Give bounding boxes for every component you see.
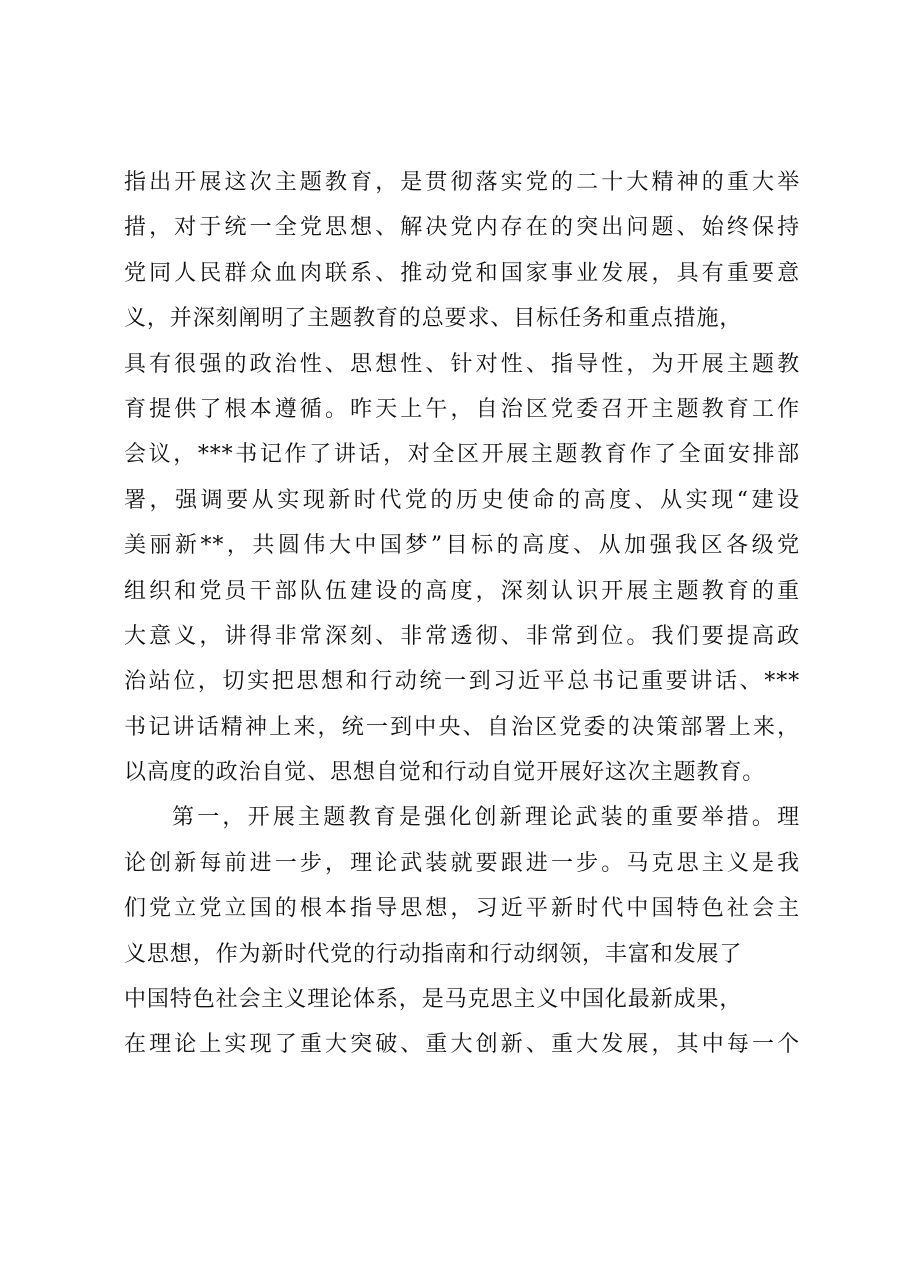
text-line: 论创新每前进一步，理论武装就要跟进一步。马克思主义是我 [124, 850, 800, 876]
paragraph-1 [124, 160, 800, 795]
text-line: 指出开展这次主题教育，是贯彻落实党的二十大精神的重大举 [124, 170, 800, 195]
text-line: 书记讲话精神上来，统一到中央、自治区党委的决策部署上来， [124, 714, 800, 740]
text-line: 中国特色社会主义理论体系，是马克思主义中国化最新成果， [124, 987, 743, 1013]
text-line: 义，并深刻阐明了主题教育的总要求、目标任务和重点措施， [124, 306, 743, 332]
text-line: 在理论上实现了重大突破、重大创新、重大发展，其中每一个 [124, 1032, 800, 1058]
text-line: 具有很强的政治性、思想性、针对性、指导性，为开展主题教 [124, 351, 800, 377]
text-line: 会议，***书记作了讲话，对全区开展主题教育作了全面安排部 [124, 442, 800, 468]
text-line: 党同人民群众血肉联系、推动党和国家事业发展，具有重要意 [124, 260, 800, 286]
text-line: 治站位，切实把思想和行动统一到习近平总书记重要讲话、*** [124, 669, 800, 695]
text-line: 第一，开展主题教育是强化创新理论武装的重要举措。理 [172, 805, 800, 831]
text-line: 署，强调要从实现新时代党的历史使命的高度、从实现“建设 [124, 487, 800, 513]
paragraph-2 [124, 795, 800, 1067]
text-line: 义思想，作为新时代党的行动指南和行动纲领，丰富和发展了 [124, 941, 743, 967]
text-line: 育提供了根本遵循。昨天上午，自治区党委召开主题教育工作 [124, 396, 800, 422]
text-line: 们党立党立国的根本指导思想，习近平新时代中国特色社会主 [124, 896, 800, 922]
text-line: 组织和党员干部队伍建设的高度，深刻认识开展主题教育的重 [124, 578, 800, 604]
text-line: 美丽新**，共圆伟大中国梦”目标的高度、从加强我区各级党 [124, 533, 800, 559]
document-body [124, 160, 800, 1068]
text-line: 大意义，讲得非常深刻、非常透彻、非常到位。我们要提高政 [124, 623, 800, 649]
text-line: 措，对于统一全党思想、解决党内存在的突出问题、始终保持 [124, 215, 800, 241]
text-line: 以高度的政治自觉、思想自觉和行动自觉开展好这次主题教育。 [124, 760, 766, 786]
